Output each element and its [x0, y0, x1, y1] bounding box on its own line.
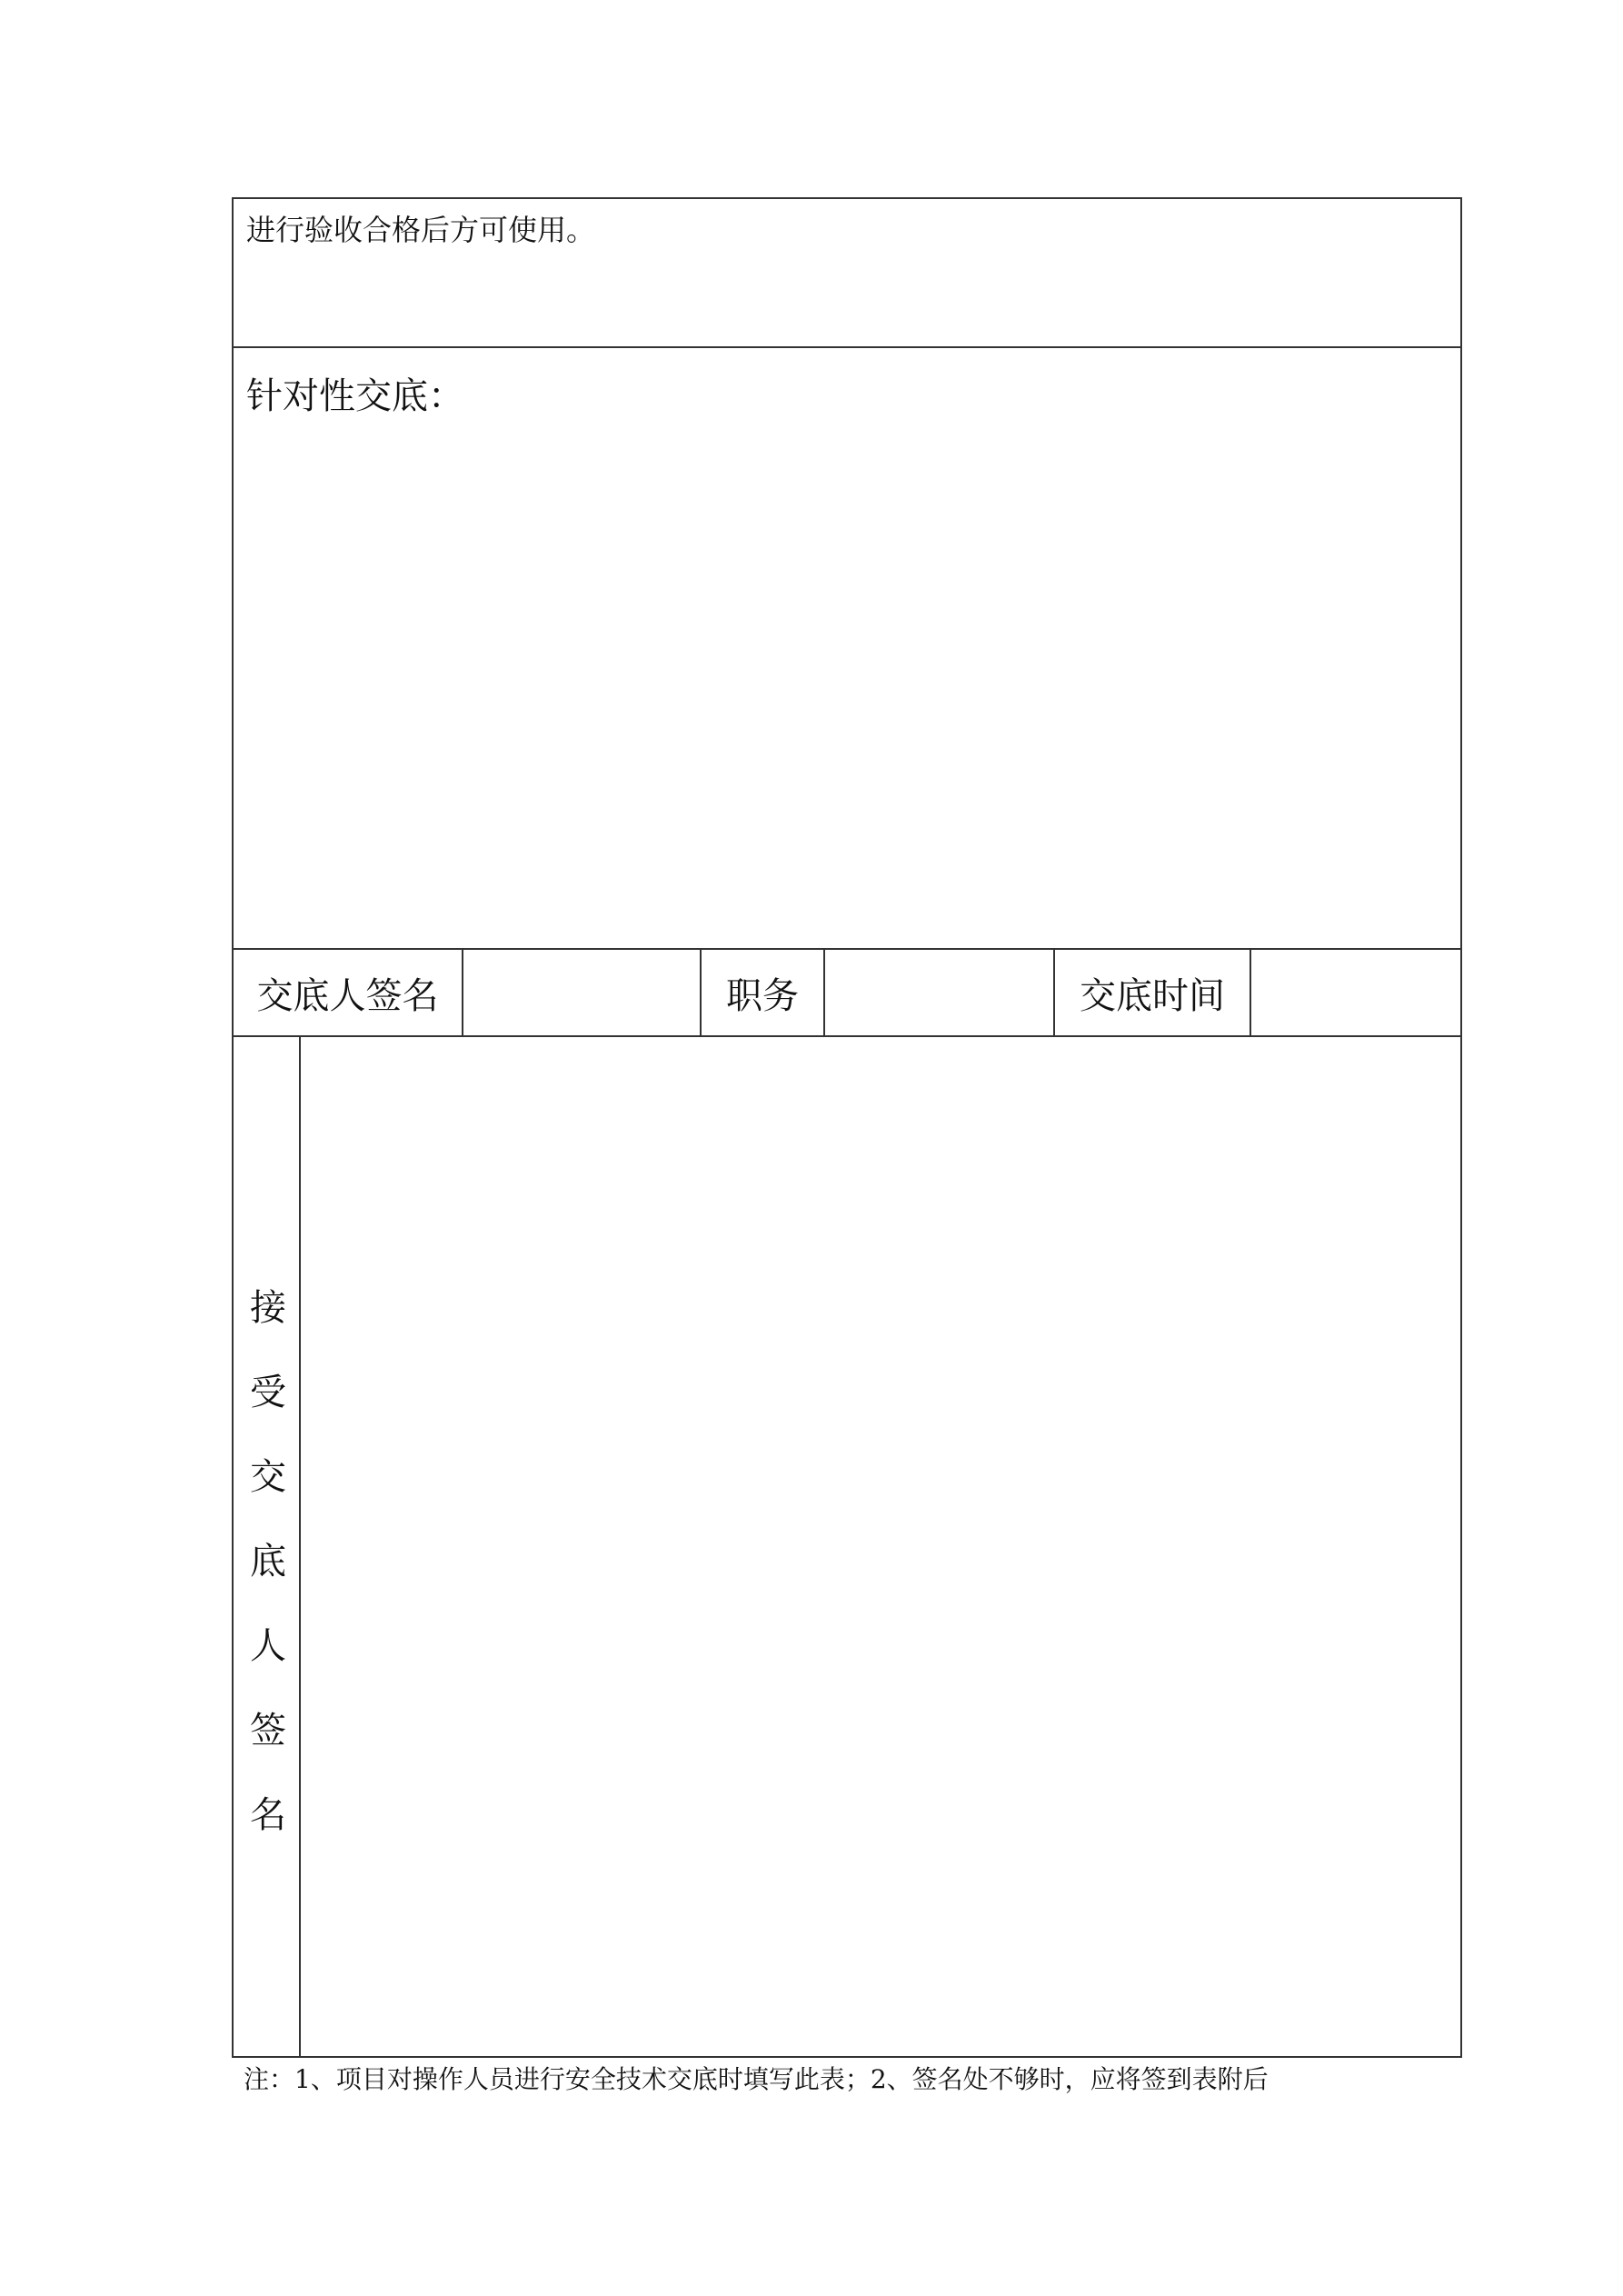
continuation-row	[234, 199, 1460, 348]
continuation-text: 进行验收合格后方可使用。	[246, 213, 596, 247]
receivers-label-cell	[234, 1037, 301, 2056]
signer-name-field[interactable]	[463, 950, 702, 1035]
receivers-signature-field[interactable]	[301, 1037, 1460, 2056]
receivers-label: 接受交底人签名	[250, 1287, 286, 1836]
targeted-briefing-field[interactable]	[246, 430, 1448, 935]
position-field[interactable]	[825, 950, 1055, 1035]
briefing-time-field[interactable]	[1251, 950, 1460, 1035]
targeted-briefing-label: 针对性交底：	[246, 375, 464, 417]
signer-name-label: 交底人签名	[234, 950, 463, 1035]
receivers-section	[234, 1037, 1460, 2056]
footnote: 注：1、项目对操作人员进行安全技术交底时填写此表；2、签名处不够时，应将签到表附后	[244, 2064, 1269, 2094]
safety-briefing-form	[232, 197, 1462, 2058]
signer-row	[234, 950, 1460, 1037]
targeted-briefing-section	[234, 348, 1460, 950]
position-label: 职务	[702, 950, 825, 1035]
briefing-time-label: 交底时间	[1055, 950, 1251, 1035]
